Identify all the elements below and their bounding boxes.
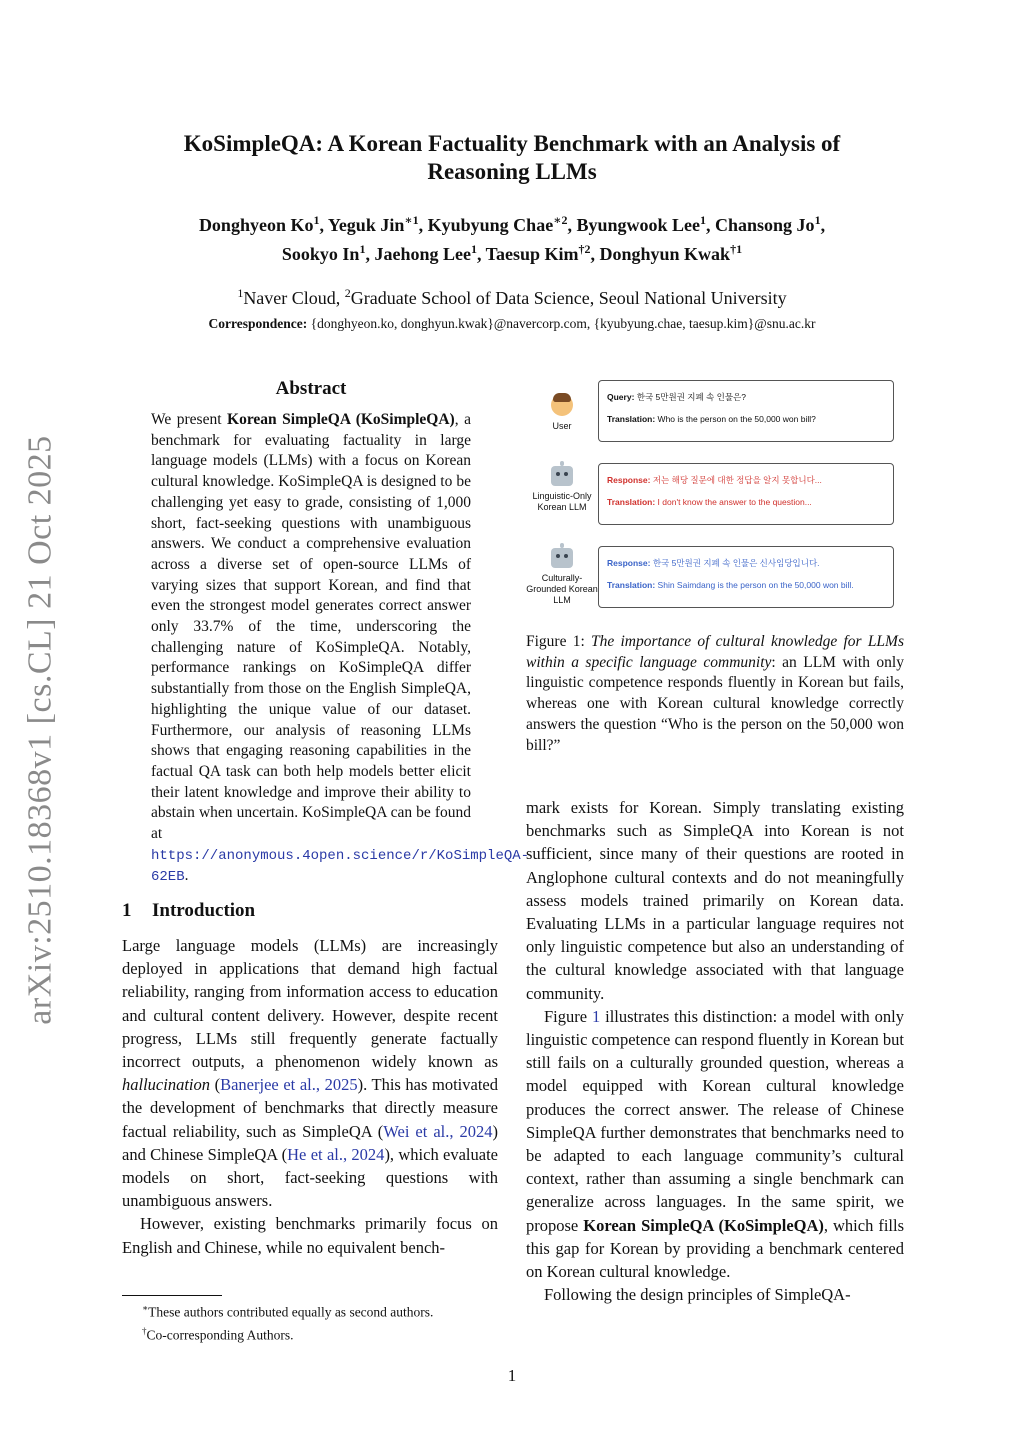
paragraph: However, existing benchmarks primarily focus on English and Chinese, while no equivalent bench- [122,1214,498,1257]
affiliations: $^1$Naver Cloud, $^2$Graduate School of Data Science, Seoul National University [237,286,787,308]
footnotes [122,1295,498,1344]
cultural-llm-actor: Culturally-Grounded Korean LLM [526,548,598,606]
title-block [100,130,924,333]
robot-icon [551,548,573,568]
author: Taesup Kim$^{\dagger 2}$, [485,242,600,264]
figure-1 [526,380,904,612]
author-list [100,208,924,266]
correspondence [100,315,924,333]
paragraph: mark exists for Korean. Simply translating existing benchmarks such as SimpleQA into Korean is not sufficient, since many of their questions are rooted in Anglophone cultural contexts and do not meaningfully assess models trained primarily on Korean data. Evaluating LLMs in a particular language requires not only linguistic competence but also an understanding of the cultural knowledge associated with that language community. [526,798,904,1003]
section-title: Introduction [152,900,256,921]
author: Sookyo In$^1$, [281,242,375,264]
author: Donghyun Kwak$^{\dagger 1}$ [599,242,743,264]
section-number: 1 [122,900,132,921]
citation-link[interactable]: Banerjee et al., 2025 [220,1075,358,1095]
abstract-heading: Abstract [275,378,347,399]
paragraph: Following the design principles of SimpleQA- [544,1285,851,1305]
paper-title [100,130,924,186]
author: Yeguk Jin$^{∗1}$, [327,213,428,235]
linguistic-llm-actor: Linguistic-Only Korean LLM [526,466,598,513]
abstract-section [151,378,530,888]
query-box: Query: 한국 5만원권 지폐 속 인물은? Translation: Who is the person on the 50,000 won bill? [598,380,894,442]
figure-ref-link[interactable]: 1 [591,1006,601,1026]
user-avatar-icon [551,394,573,416]
correspondence-emails: {donghyeon.ko, donghyun.kwak}@navercorp.com, {kyubyung.chae, taesup.kim}@snu.ac.kr [307,316,816,331]
author: Byungwook Lee$^1$, [576,213,716,235]
dataset-url-link[interactable]: https://anonymous.4open.science/r/KoSimpleQA-62EB [151,847,530,886]
paragraph: Large language models (LLMs) are increasingly deployed in applications that demand high factual reliability, ranging from information access to education and cultural content delivery. However, despite recent progress, LLMs still frequently generate factually incorrect outputs, a phenomenon widely known as hallucination (Banerjee et al., 2025). This has motivated the development of benchmarks that directly measure factual reliability, such as SimpleQA (Wei et al., 2024) and Chinese SimpleQA (He et al., 2024), which evaluate models on short, fact-seeking questions with unambiguous answers. [122,936,498,1211]
linguistic-response-box: Response: 저는 해당 질문에 대한 정답을 알지 못합니다... Translation: I don't know the answer to the question... [598,463,894,525]
cultural-response-box: Response: 한국 5만원권 지폐 속 인물은 신사임당입니다. Translation: Shin Saimdang is the person on the 50,000 won bill. [598,546,894,608]
citation-link[interactable]: Wei et al., 2024 [383,1121,493,1141]
user-actor: User [526,394,598,432]
arxiv-stamp [8,430,74,1030]
paragraph: Figure 1 illustrates this distinction: a model with only linguistic competence can respond fluently in Korean but still fails on a culturally grounded question, whereas a model equipped with Korean cultural knowledge produces the correct answer. The release of Chinese SimpleQA further demonstrates that benchmarks need to be adapted to each language community’s cultural context, rather than assuming a single benchmark can generalize across languages. In the same spirit, we propose Korean SimpleQA (KoSimpleQA), which fills this gap for Korean by providing a benchmark centered on Korean cultural knowledge. [526,1006,905,1282]
abstract-text: We present Korean SimpleQA (KoSimpleQA), a benchmark for evaluating factuality in large language models (LLMs) with a focus on Korean cultural knowledge. KoSimpleQA is designed to be challenging yet easy to grade, consisting of 1,000 short, fact-seeking questions with unambiguous answers. We conduct a comprehensive evaluation across a diverse set of open-source LLMs of varying sizes that support Korean, and find that even the strongest model generates correct answer only 33.7% of the time, underscoring the challenging nature of KoSimpleQA. Notably, performance rankings on KoSimpleQA differ substantially from those on the English SimpleQA, highlighting the unique value of our dataset. Furthermore, our analysis of reasoning LLMs shows that engaging reasoning capabilities in the factual QA task can both help models better elicit their latent knowledge and improve their ability to abstain when uncertain. KoSimpleQA can be found at https://anonymous.4open.science/r/KoSimpleQA-62EB. [151,411,530,886]
robot-icon [551,466,573,486]
footnote-rule [122,1295,222,1296]
section-heading [122,900,498,922]
author: Kyubyung Chae$^{∗2}$, [427,213,577,235]
right-column-text [526,796,904,1306]
author: Chansong Jo$^1$, [715,213,826,235]
author: Donghyeon Ko$^1$, [198,213,328,235]
title-line-1: KoSimpleQA: A Korean Factuality Benchmark with an Analysis of [183,131,841,156]
citation-link[interactable]: He et al., 2024 [287,1144,385,1164]
introduction-section [122,900,498,1259]
footnote: †Co-corresponding Authors. [142,1325,294,1342]
correspondence-label: Correspondence: [208,316,308,331]
author: Jaehong Lee$^1$, [374,242,486,264]
title-line-2: Reasoning LLMs [427,159,597,184]
footnote: ∗These authors contributed equally as second authors. [142,1303,434,1320]
page-number: 1 [507,1366,517,1385]
arxiv-identifier: arXiv:2510.18368v1 [cs.CL] 21 Oct 2025 [22,435,59,1025]
figure-1-caption: Figure 1: The importance of cultural knowledge for LLMs within a specific language community: an LLM with only linguistic competence responds fluently in Korean but fails, whereas one with Korean cultural knowledge correctly answers the question “Who is the person on the 50,000 won bill?” [526,633,904,754]
